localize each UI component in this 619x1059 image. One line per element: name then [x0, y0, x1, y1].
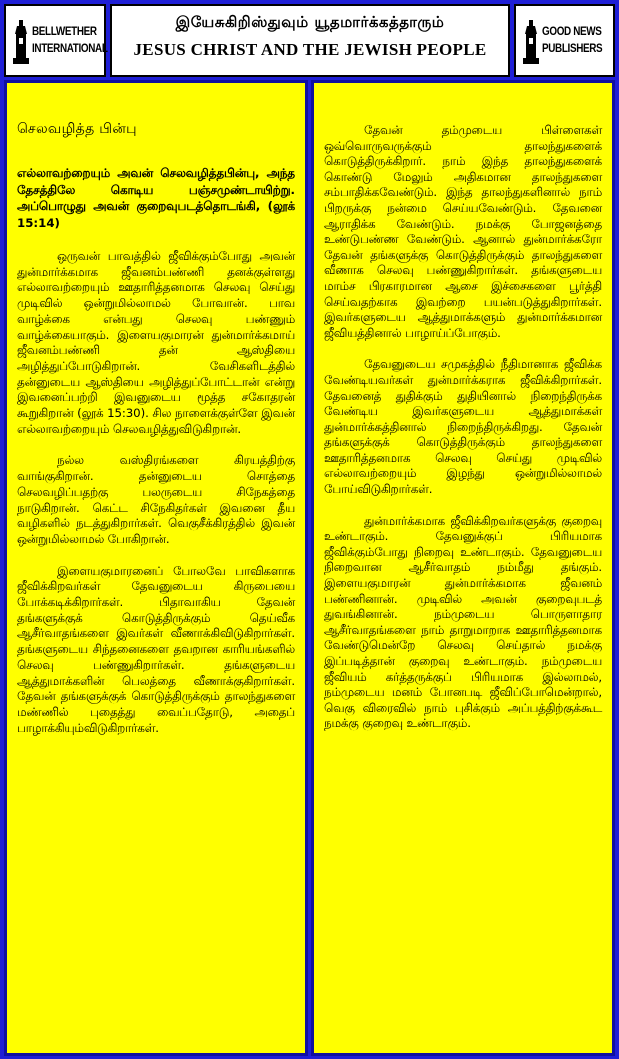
paragraph: தேவன் தம்முடைய பிள்ளைகள் ஒவ்வொருவருக்கும் தாலந்துகளைக் கொடுத்திருக்கிறார். நாம் இந்த தாலந்துகளைக் கொண்டு மேலும் அதிகமான தாலந்துகளை சம்பாதிக்கவேண்டும். இந்த தாலந்துகளினால் நாம் பிறருக்கு நன்மை செய்யவேண்டும். தேவனை ஆராதிக்க வேண்டும். நமக்கு போஜனத்தை உண்டுபண்ண வேண்டும். ஆனால் துன்மார்க்கரோ தேவன் தங்களுக்கு கொடுத்திருக்கும் தாலந்துகளை வீணாக செலவு பண்ணுகிறார்கள். தங்களுடைய மாம்ச பிரகாரமான ஆசை இச்சைகளை பூர்த்தி செய்வதற்காக இவற்றை பயன்படுத்துகிறார்கள். இவர்களுடைய ஆத்துமாக்களும் துன்மார்க்கமான ஜீவியத்தினால் பாழாய்ப்போகும்.: [324, 123, 602, 340]
tower-icon: [522, 20, 540, 64]
scripture-quote: எல்லாவற்றையும் அவன் செலவழித்தபின்பு, அந்த தேசத்திலே கொடிய பஞ்சமுண்டாயிற்று. அப்பொழுது அவன் குறைவுபடத்தொடங்கி, (லூக் 15:14): [17, 166, 295, 230]
header-right-logo-box: [514, 4, 615, 77]
paragraph: இளையகுமாரனைப் போலவே பாவிகளாக ஜீவிக்கிறவர்கள் தேவனுடைய கிருபையை போக்கடிக்கிறார்கள். பிதாவாகிய தேவன் தங்களுக்குக் கொடுத்திருக்கும் தெய்வீக ஆசீர்வாதங்களை இவர்கள் வீணாக்கிவிடுகிறார்கள். தங்களுடைய சிந்தனைகளை தவறான காரியங்களில் செலவு பண்ணுகிறார்கள். தங்களுடைய ஆத்துமாக்களின் பெலத்தை வீணாக்குகிறார்கள். தேவன் தங்களுக்குக் கொடுத்திருக்கும் தாலந்துகளை மண்ணில் புதைத்து வைப்பதோடு, அதைப் பாழாக்கியும்விடுகிறார்கள்.: [17, 563, 295, 735]
tower-icon: [12, 20, 30, 64]
left-column: [4, 80, 308, 1056]
section-title: செலவழித்த பின்பு: [17, 121, 137, 137]
logo-line1: BELLWETHER: [32, 26, 97, 38]
title-english: JESUS CHRIST AND THE JEWISH PEOPLE: [133, 40, 487, 59]
paragraph: ஒருவன் பாவத்தில் ஜீவிக்கும்போது அவன் துன்மார்க்கமாக ஜீவனம்பண்ணி தனக்குள்ளது எல்லாவற்றையும் ஊதாரித்தனமாக செலவு செய்து முடிவில் ஒன்றுமில்லாமல் போவான். பாவ வாழ்க்கை என்பது செலவு பண்ணும் வாழ்க்கையாகும். இளையகுமாரன் துன்மார்க்கமாய் ஜீவனம்பண்ணி தன் ஆஸ்தியை அழித்துப்போடுகிறான். வேசிகளிடத்தில் தன்னுடைய ஆஸ்தியை அழித்துப்போட்டான் என்று இவனைப்பற்றி இவனுடைய மூத்த சகோதரன் கூறுகிறான் (லூக் 15:30). சில நாளைக்குள்ளே இவன் எல்லாவற்றையும் செலவழித்துவிடுகிறான்.: [17, 249, 295, 436]
logo-line2: INTERNATIONAL: [32, 43, 108, 55]
header-left-logo-box: [4, 4, 106, 77]
right-column: [311, 80, 615, 1056]
header-title-box: [110, 4, 510, 77]
bellwether-logo: [12, 18, 108, 68]
title-tamil: இயேசுகிறிஸ்துவும் யூதமார்க்கத்தாரும்: [175, 13, 445, 31]
logo-line2: PUBLISHERS: [542, 43, 603, 55]
logo-line1: GOOD NEWS: [542, 26, 602, 38]
paragraph: நல்ல வஸ்திரங்களை கிரயத்திற்கு வாங்குகிறான். தன்னுடைய சொத்தை செலவழிப்பதற்கு பலருடைய சிநேகத்தை நாடுகிறான். கெட்ட சிநேகிதர்கள் இவனை தீய வழிகளில் நடத்துகிறார்கள். வெகுசீக்கிரத்தில் இவன் ஒன்றுமில்லாமல் போகிறான்.: [17, 453, 295, 546]
paragraph: தேவனுடைய சமுகத்தில் நீதிமானாக ஜீவிக்க வேண்டியவர்கள் துன்மார்க்கராக ஜீவிக்கிறார்கள். தேவனைத் துதிக்கும் துதியினால் நிறைந்திருக்க வேண்டிய இவர்களுடைய ஆத்துமாக்கள் துன்மார்க்கத்தினால் நிறைந்திருக்கிறது. தேவன் தங்களுக்குக் கொடுத்திருக்கும் தாலந்துகளை ஊதாரித்தனமாக செலவு செய்து முடிவில் எல்லாவற்றையும் இழந்து ஒன்றுமில்லாமல் போய்விடுகிறார்கள்.: [324, 357, 602, 497]
good-news-logo: [522, 18, 612, 68]
paragraph: துன்மார்க்கமாக ஜீவிக்கிறவர்களுக்கு குறைவு உண்டாகும். தேவனுக்குப் பிரியமாக ஜீவிக்கும்போது நிறைவு உண்டாகும். தேவனுடைய நிறைவான ஆசீர்வாதம் நம்மீது தங்கும். இளையகுமாரன் துன்மார்க்கமாக ஜீவனம் பண்ணினான். முடிவில் அவன் குறைவுபடத் துவங்கினான். நம்முடைய பொருளாதார ஆசீர்வாதங்களை நாம் தாறுமாறாக ஊதாரித்தனமாக வேண்டுமென்றே செலவு செய்தால் நமக்கு இப்படித்தான் குறைவு உண்டாகும். நம்முடைய ஜீவியம் கர்த்தருக்குப் பிரியமாக இல்லாமல், நம்முடைய மனம் போனபடி ஜீவிப்போமென்றால், வெகு விரைவில் நாம் புசிக்கும் அப்பத்திற்குக்கூட நமக்கு குறைவு உண்டாகும்.: [324, 513, 602, 731]
